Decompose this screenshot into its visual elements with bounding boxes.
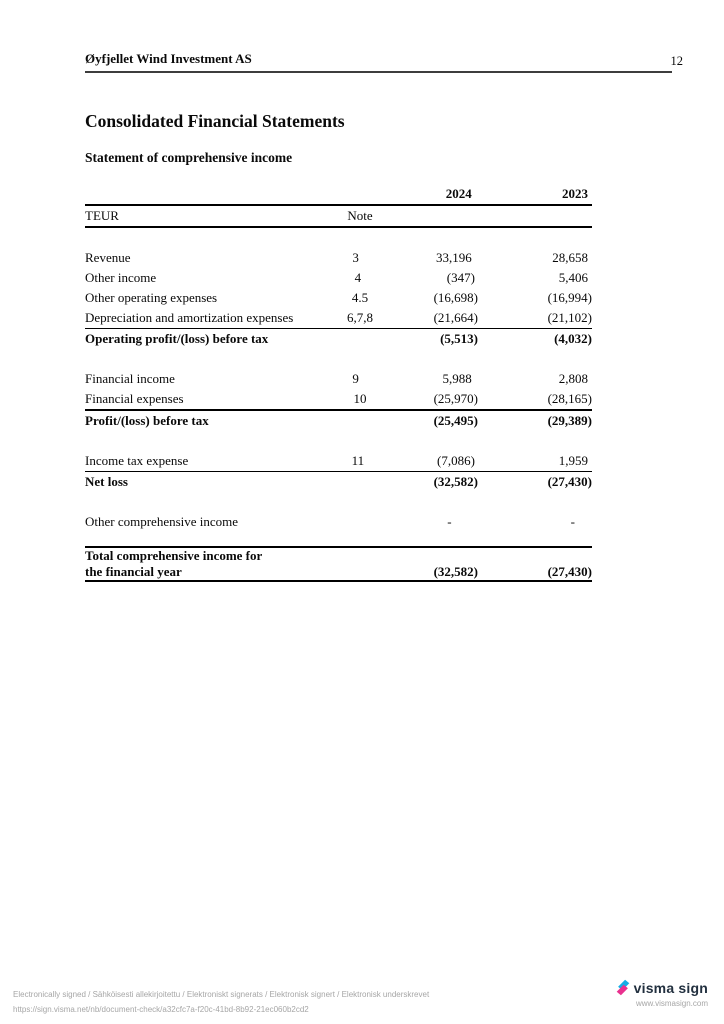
table-row: [85, 512, 592, 532]
row-note-cell: 9: [352, 371, 359, 386]
row-value-2023: (21,102): [547, 310, 592, 325]
row-note-cell: 4.5: [351, 290, 369, 305]
row-label-cell: Financial income: [85, 371, 175, 386]
table-row: [85, 329, 592, 349]
table-row: [85, 411, 592, 431]
row-note-cell: 11: [351, 453, 365, 468]
company-name: Øyfjellet Wind Investment AS: [85, 51, 252, 66]
visma-bolt-icon: [616, 979, 630, 996]
table-row: [85, 308, 592, 329]
table-row: [85, 288, 592, 308]
row-value-2024: (32,582): [433, 564, 478, 579]
row-label-cell: Profit/(loss) before tax: [85, 413, 209, 428]
table-row: [85, 451, 592, 472]
visma-sign-branding: [616, 979, 708, 1008]
row-label-cell: Net loss: [85, 474, 128, 489]
note-column-header: Note: [347, 208, 373, 223]
year-header-2024: 2024: [445, 186, 472, 201]
row-label-cell: Depreciation and amortization expenses: [85, 310, 294, 325]
document-title: Consolidated Financial Statements: [85, 111, 345, 131]
statement-subtitle: Statement of comprehensive income: [85, 150, 293, 165]
row-value-2023: (4,032): [554, 331, 592, 346]
row-note-cell: 6,7,8: [347, 310, 373, 325]
table-spacer-row: [85, 228, 592, 248]
row-label-cell: Financial expenses: [85, 391, 184, 406]
row-value-2023: -: [570, 514, 575, 529]
row-note-cell: 3: [352, 250, 359, 265]
signature-footer: [13, 987, 429, 1017]
visma-sign-wordmark: visma sign: [633, 979, 708, 996]
income-statement-table: [85, 184, 592, 582]
row-value-2024: (5,513): [440, 331, 478, 346]
document-check-link[interactable]: https://sign.visma.net/nb/document-check/a32cfc7a-f20c-41bd-8b92-21ec060b2cd2: [13, 1005, 309, 1014]
row-label-cell: Other operating expenses: [85, 290, 218, 305]
table-spacer-row: [85, 349, 592, 369]
row-label-cell: Operating profit/(loss) before tax: [85, 331, 269, 346]
row-value-2024: (7,086): [436, 453, 475, 468]
row-value-2024: 33,196: [436, 250, 472, 265]
row-value-2024: (25,495): [433, 413, 478, 428]
row-value-2023: 1,959: [558, 453, 588, 468]
row-label-cell: Income tax expense: [85, 453, 189, 468]
row-label-cell: the financial year: [85, 564, 182, 579]
table-row: [85, 546, 592, 564]
table-row: [85, 369, 592, 389]
row-value-2023: 2,808: [558, 371, 588, 386]
table-row: [85, 389, 592, 411]
unit-header-row: [85, 206, 592, 228]
table-row: [85, 248, 592, 268]
table-row: [85, 268, 592, 288]
row-value-2023: (27,430): [547, 474, 592, 489]
row-label-cell: Other income: [85, 270, 157, 285]
row-note-cell: 4: [354, 270, 362, 285]
row-note-cell: 10: [353, 391, 367, 406]
row-value-2024: (25,970): [433, 391, 478, 406]
table-row: [85, 472, 592, 492]
row-value-2024: (21,664): [433, 310, 478, 325]
row-label-cell: Total comprehensive income for: [85, 548, 263, 563]
table-spacer-row: [85, 492, 592, 512]
page-header: [85, 51, 672, 73]
table-row: [85, 564, 592, 582]
year-header-2023: 2023: [562, 186, 588, 201]
row-value-2024: (16,698): [433, 290, 478, 305]
row-label-cell: Other comprehensive income: [85, 514, 239, 529]
row-value-2024: (32,582): [433, 474, 478, 489]
row-value-2023: (27,430): [547, 564, 592, 579]
row-value-2023: (16,994): [547, 290, 592, 305]
row-value-2023: 28,658: [552, 250, 588, 265]
row-value-2023: 5,406: [558, 270, 588, 285]
table-spacer-row: [85, 431, 592, 451]
row-value-2024: (347): [446, 270, 475, 285]
unit-label: TEUR: [85, 208, 119, 223]
year-header-row: [85, 184, 592, 206]
row-value-2024: -: [447, 514, 452, 529]
row-value-2023: (28,165): [547, 391, 592, 406]
row-value-2024: 5,988: [442, 371, 472, 386]
signed-statement: Electronically signed / Sähköisesti allekirjoitettu / Elektroniskt signerats / Elektronisk signert / Elektronisk underskrevet: [13, 990, 430, 999]
visma-sign-url[interactable]: www.vismasign.com: [635, 999, 708, 1008]
row-label-cell: Revenue: [85, 250, 131, 265]
table-body: [85, 228, 592, 582]
page-number: 12: [670, 54, 683, 68]
table-spacer-row: [85, 532, 592, 546]
row-value-2023: (29,389): [547, 413, 592, 428]
